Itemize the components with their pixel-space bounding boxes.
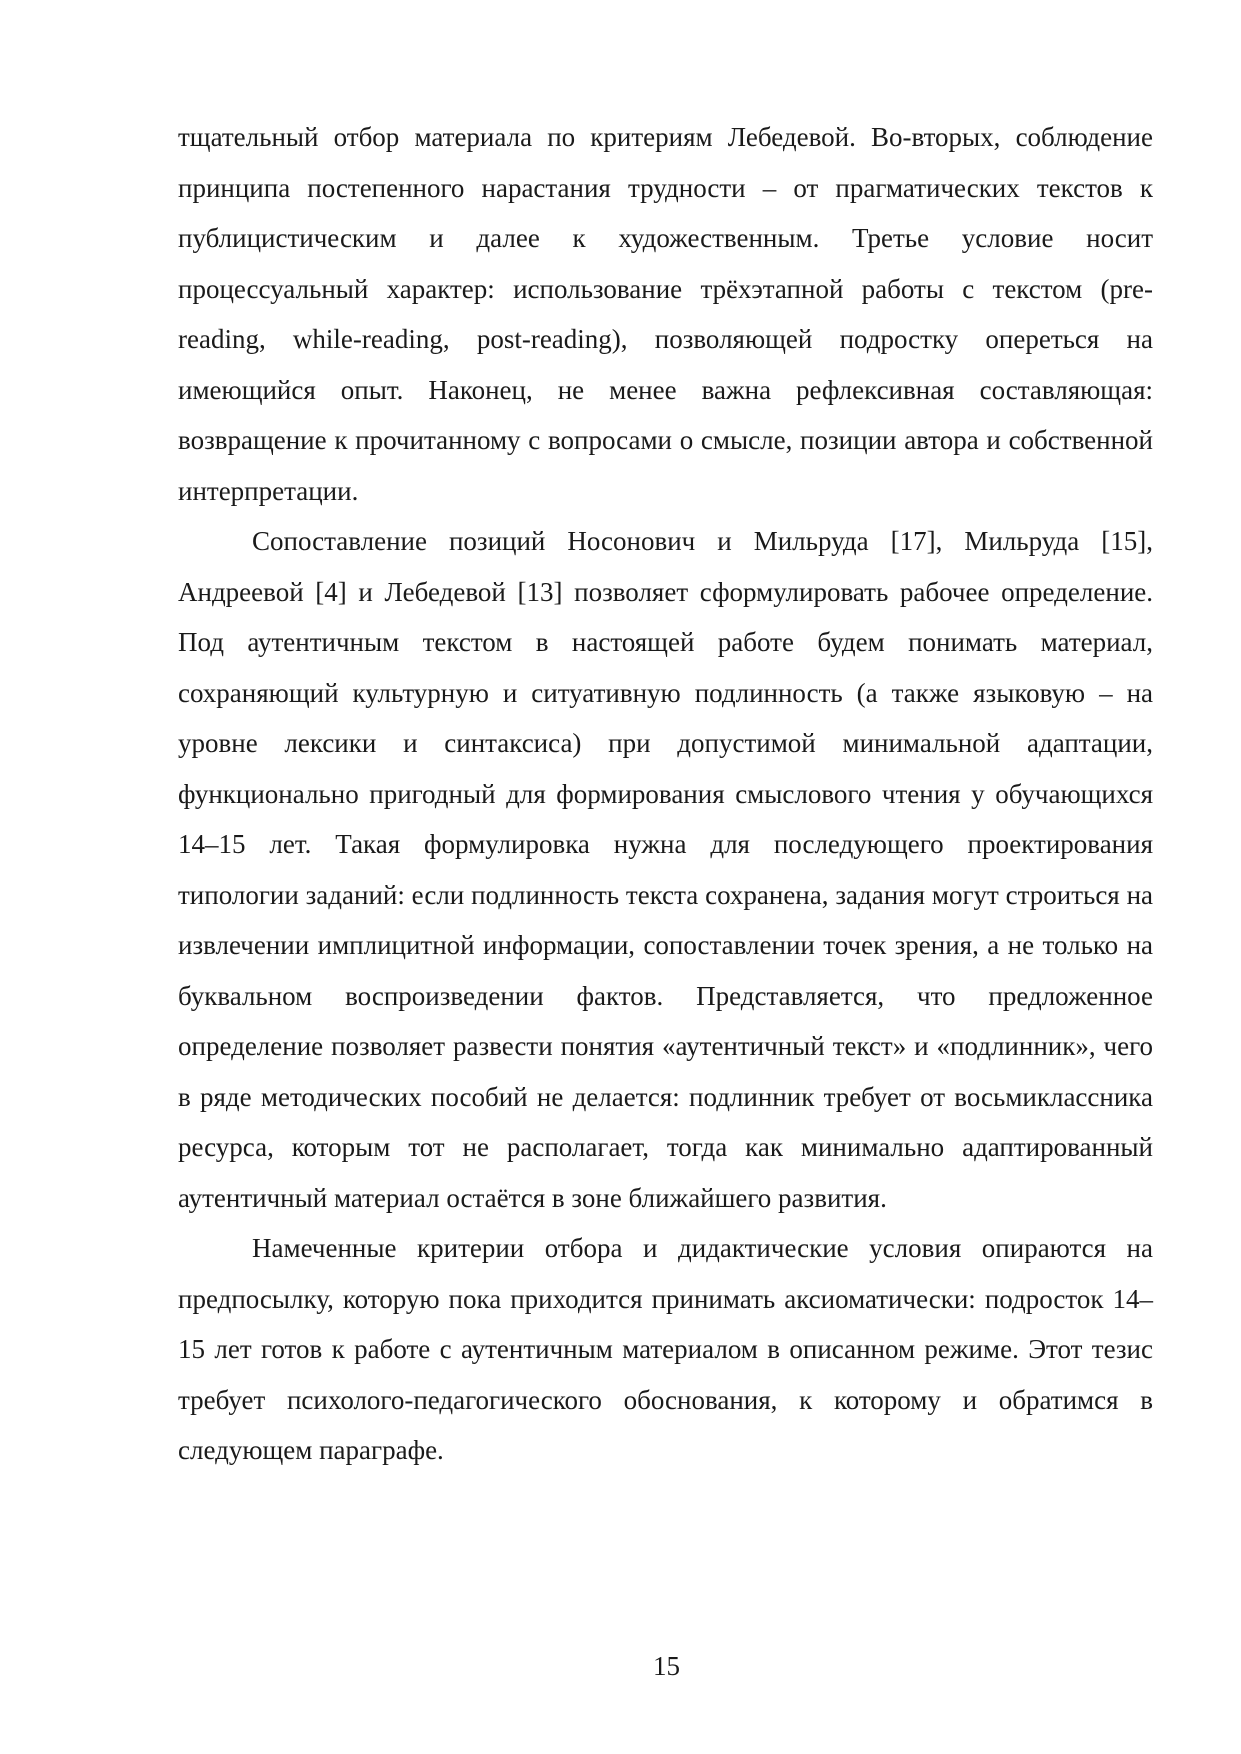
page-number: 15 [653,1651,680,1681]
body-text [178,112,1153,1476]
paragraph-continuation: тщательный отбор материала по критериям Лебедевой. Во-вторых, соблюдение принципа постепенного нарастания трудности – от прагматических текстов к публицистическим и далее к художественным. Третье условие носит процессуальный характер: использование трёхэтапной работы с текстом (pre-reading, while-reading, post-reading), позволяющей подростку опереться на имеющийся опыт. Наконец, не менее важна рефлексивная составляющая: возвращение к прочитанному с вопросами о смысле, позиции автора и собственной интерпретации. [178,122,1153,506]
paragraph-definition: Сопоставление позиций Носонович и Мильруда [17], Мильруда [15], Андреевой [4] и Лебедевой [13] позволяет сформулировать рабочее определение. Под аутентичным текстом в настоящей работе будем понимать материал, сохраняющий культурную и ситуативную подлинность (а также языковую – на уровне лексики и синтаксиса) при допустимой минимальной адаптации, функционально пригодный для формирования смыслового чтения у обучающихся 14–15 лет. Такая формулировка нужна для последующего проектирования типологии заданий: если подлинность текста сохранена, задания могут строиться на извлечении имплицитной информации, сопоставлении точек зрения, а не только на буквальном воспроизведении фактов. Представляется, что предложенное определение позволяет развести понятия «аутентичный текст» и «подлинник», чего в ряде методических пособий не делается: подлинник требует от восьмиклассника ресурса, которым тот не располагает, тогда как минимально адаптированный аутентичный материал остаётся в зоне ближайшего развития. [178,526,1153,1213]
paragraph-conclusion: Намеченные критерии отбора и дидактические условия опираются на предпосылку, которую пока приходится принимать аксиоматически: подросток 14–15 лет готов к работе с аутентичным материалом в описанном режиме. Этот тезис требует психолого-педагогического обоснования, к которому и обратимся в следующем параграфе. [178,1233,1153,1465]
